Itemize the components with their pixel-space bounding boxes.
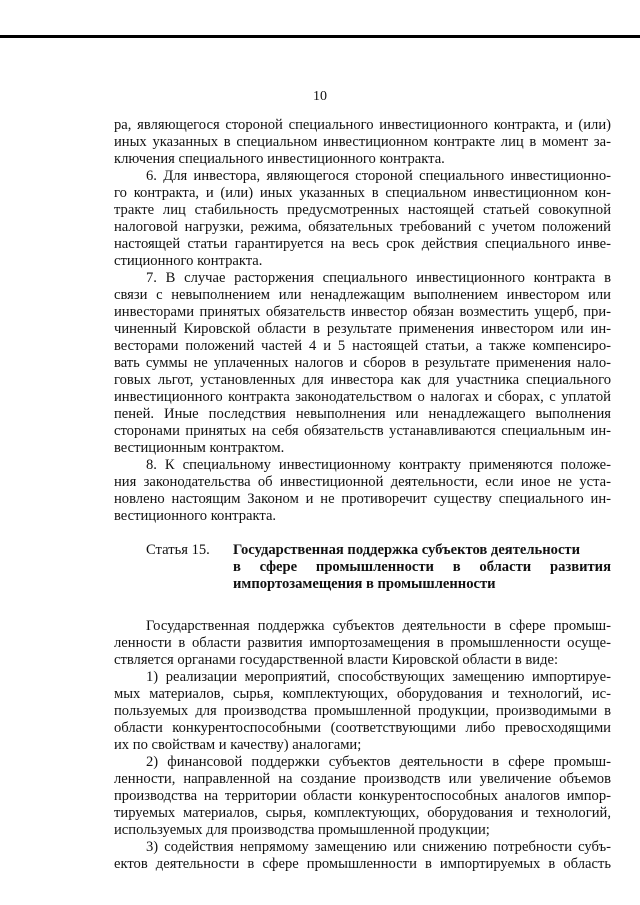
item-3-line: ектов деятельности в сфере промышленности в импортируемых в область (114, 856, 611, 872)
intro-line: ствляется органами государственной власти Кировской области в виде: (114, 652, 559, 668)
paragraph-8-line: новлено настоящим Законом и не противоречит существу специального ин- (114, 491, 611, 507)
item-1-line: 1) реализации мероприятий, способствующих замещению импортируе- (146, 669, 611, 685)
header-rule (0, 35, 640, 38)
paragraph-6-line: тракте лиц стабильность предусмотренных настоящей статьей совокупной (114, 202, 611, 218)
paragraph-7-line: чиненный Кировской области в результате применения инвестором или ин- (114, 321, 611, 337)
text-line: иных указанных в специальном инвестиционном контракте лиц в момент за- (114, 134, 611, 150)
text-line: ключения специального инвестиционного контракта. (114, 151, 445, 167)
paragraph-7-line: вестиционным контрактом. (114, 440, 285, 456)
article-title-line: импортозамещения в промышленности (233, 576, 496, 592)
item-1-line: мых материалов, сырья, комплектующих, оборудования и технологий, ис- (114, 686, 611, 702)
paragraph-8-line: 8. К специальному инвестиционному контракту применяются положе- (146, 457, 611, 473)
intro-line: ленности в области развития импортозамещения в промышленности осуще- (114, 635, 611, 651)
page-number: 10 (313, 89, 327, 104)
item-3-line: 3) содействия непрямому замещению или снижению потребности субъ- (146, 839, 611, 855)
paragraph-7-line: говых льгот, установленных для инвестора как для участника специального (114, 372, 611, 388)
paragraph-8-line: ния законодательства об инвестиционной деятельности, если иное не уста- (114, 474, 611, 490)
article-title-line: в сфере промышленности в области развития (233, 559, 611, 575)
paragraph-6-line: настоящей статьи гарантируется на весь срок действия специального инве- (114, 236, 611, 252)
paragraph-7-line: вать суммы не уплаченных налогов и сборов в результате применения нало- (114, 355, 611, 371)
item-2-line: используемых для производства промышленной продукции; (114, 822, 490, 838)
item-2-line: 2) финансовой поддержки субъектов деятельности в сфере промыш- (146, 754, 611, 770)
text-line: ра, являющегося стороной специального инвестиционного контракта, и (или) (114, 117, 611, 133)
item-1-line: области конкурентоспособными (соответствующими либо превосходящими (114, 720, 611, 736)
paragraph-7-line: инвесторами принятых обязательств инвестор обязан возместить ущерб, при- (114, 304, 611, 320)
paragraph-8-line: вестиционного контракта. (114, 508, 277, 524)
article-title-line: Государственная поддержка субъектов деятельности (233, 542, 580, 558)
item-2-line: ленности, направленной на создание производств или увеличение объемов (114, 771, 611, 787)
item-2-line: тируемых материалов, сырья, комплектующих, оборудования и технологий, (114, 805, 611, 821)
paragraph-6-line: го контракта, и (или) иных указанных в специальном инвестиционном кон- (114, 185, 611, 201)
item-1-line: пользуемых для производства промышленной продукции, производимыми в (114, 703, 611, 719)
paragraph-7-line: пеней. Иные последствия невыполнения или ненадлежащего выполнения (114, 406, 611, 422)
paragraph-6-line: налоговой нагрузки, режима, обязательных требований с учетом положений (114, 219, 611, 235)
intro-line: Государственная поддержка субъектов деятельности в сфере промыш- (146, 618, 611, 634)
paragraph-7-line: сторонами принятых на себя обязательств устанавливаются специальным ин- (114, 423, 611, 439)
paragraph-7-line: 7. В случае расторжения специального инвестиционного контракта в (146, 270, 611, 286)
paragraph-6-line: стиционного контракта. (114, 253, 263, 269)
article-label: Статья 15. (146, 542, 210, 558)
item-1-line: их по свойствам и качеству) аналогами; (114, 737, 362, 753)
paragraph-7-line: весторами положений частей 4 и 5 настоящей статьи, а также компенсиро- (114, 338, 611, 354)
paragraph-6-line: 6. Для инвестора, являющегося стороной специального инвестиционно- (146, 168, 611, 184)
item-2-line: производства на территории области конкурентоспособных аналогов импор- (114, 788, 611, 804)
paragraph-7-line: инвестиционного контракта законодательством о налогах и сборах, с уплатой (114, 389, 611, 405)
paragraph-7-line: связи с невыполнением или ненадлежащим выполнением инвестором или (114, 287, 611, 303)
